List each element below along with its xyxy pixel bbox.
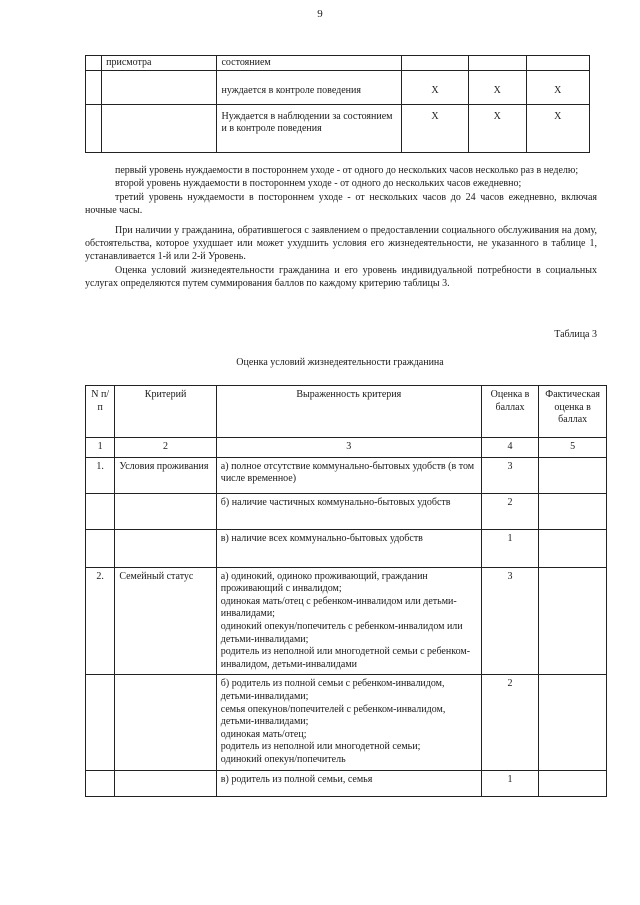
table-row [86, 105, 590, 153]
expression-line: одинокая мать/отец; [220, 728, 307, 740]
expression-line: семья опекунов/попечителей с ребенком-инвалидом, детьми-инвалидами; [220, 703, 446, 728]
table-cell: X [468, 105, 526, 153]
expression-line: в) родитель из полной семьи, семья [220, 773, 373, 785]
criterion-cell [115, 529, 216, 567]
column-header: Оценка в баллах [481, 386, 539, 438]
score-cell: 1 [481, 529, 539, 567]
table-cell: X [401, 105, 468, 153]
table-row [86, 529, 607, 567]
table-cell: нуждается в контроле поведения [217, 71, 402, 105]
table-cell [401, 56, 468, 71]
table-cell: состоянием [217, 56, 402, 71]
table-cell [468, 56, 526, 71]
body-text [85, 164, 597, 291]
expression-cell [216, 567, 481, 675]
column-number: 5 [539, 438, 607, 458]
actual-score-cell [539, 457, 607, 493]
column-number: 3 [216, 438, 481, 458]
column-number: 2 [115, 438, 216, 458]
column-number: 1 [86, 438, 115, 458]
row-number [86, 529, 115, 567]
criterion-cell: Условия проживания [115, 457, 216, 493]
table-row [86, 675, 607, 770]
expression-line: родитель из неполной или многодетной семьи; [220, 741, 421, 753]
table-row [86, 457, 607, 493]
score-cell: 2 [481, 493, 539, 529]
row-number [86, 493, 115, 529]
row-number [86, 675, 115, 770]
row-number: 2. [86, 567, 115, 675]
table-row [86, 567, 607, 675]
paragraph: При наличии у гражданина, обратившегося с заявлением о предоставлении социального обслуживания на дому, обстоятельства, которое ухудшает или может ухудшить условия его жизнедеятельности, не указанного в таблице 1, устанавливается 1-й или 2-й Уровень. [85, 224, 597, 263]
criterion-cell: Семейный статус [115, 567, 216, 675]
expression-line: одинокий опекун/попечитель с ребенком-инвалидом или детьми-инвалидами; [220, 620, 463, 645]
criterion-cell [115, 675, 216, 770]
actual-score-cell [539, 770, 607, 796]
criterion-cell [115, 770, 216, 796]
column-number-row [86, 438, 607, 458]
expression-cell: в) наличие всех коммунально-бытовых удобств [216, 529, 481, 567]
continuation-table [85, 55, 590, 153]
score-cell: 3 [481, 457, 539, 493]
score-cell: 1 [481, 770, 539, 796]
actual-score-cell [539, 529, 607, 567]
column-header: Выраженность критерия [216, 386, 481, 438]
actual-score-cell [539, 567, 607, 675]
table-row [86, 56, 590, 71]
table-cell: X [401, 71, 468, 105]
expression-cell: б) наличие частичных коммунально-бытовых удобств [216, 493, 481, 529]
column-number: 4 [481, 438, 539, 458]
table-cell [526, 56, 589, 71]
table-cell: X [526, 71, 589, 105]
table-cell [86, 71, 102, 105]
expression-line: а) одинокий, одиноко проживающий, гражданин проживающий с инвалидом; [220, 570, 428, 595]
criterion-cell [115, 493, 216, 529]
expression-line: одинокий опекун/попечитель [220, 753, 346, 765]
table-row [86, 493, 607, 529]
table-cell [86, 105, 102, 153]
expression-line: одинокая мать/отец с ребенком-инвалидом или детьми-инвалидами; [220, 595, 457, 620]
actual-score-cell [539, 675, 607, 770]
paragraph: третий уровень нуждаемости в постороннем уходе - от нескольких часов до 24 часов ежедневно, включая ночные часы. [85, 191, 597, 217]
table-cell: Нуждается в наблюдении за состоянием и в контроле поведения [217, 105, 402, 153]
table-cell: X [526, 105, 589, 153]
expression-line: родитель из неполной или многодетной семьи с ребенком-инвалидом, детьми-инвалидами [220, 646, 471, 670]
page-number: 9 [317, 8, 323, 20]
score-cell: 3 [481, 567, 539, 675]
table-row [86, 71, 590, 105]
assessment-table [85, 385, 607, 797]
row-number: 1. [86, 457, 115, 493]
paragraph: первый уровень нуждаемости в постороннем уходе - от одного до нескольких часов несколько раз в неделю; [115, 165, 579, 176]
table-label: Таблица 3 [554, 329, 597, 340]
column-header: Фактическая оценка в баллах [539, 386, 607, 438]
table-cell [102, 105, 217, 153]
score-cell: 2 [481, 675, 539, 770]
paragraph: второй уровень нуждаемости в постороннем уходе - от одного до нескольких часов ежедневно; [115, 178, 522, 190]
table-cell [86, 56, 102, 71]
header-row [86, 386, 607, 438]
actual-score-cell [539, 493, 607, 529]
column-header: Критерий [115, 386, 216, 438]
table-title: Оценка условий жизнедеятельности гражданина [236, 357, 444, 368]
column-header: N п/п [86, 386, 115, 438]
table-cell: X [468, 71, 526, 105]
table-cell: присмотра [102, 56, 217, 71]
expression-cell [216, 675, 481, 770]
table-row [86, 770, 607, 796]
table-cell [102, 71, 217, 105]
expression-cell [216, 770, 481, 796]
paragraph: Оценка условий жизнедеятельности гражданина и его уровень индивидуальной потребности в социальных услугах определяются путем суммирования баллов по каждому критерию таблицы 3. [85, 264, 597, 290]
row-number [86, 770, 115, 796]
expression-cell: а) полное отсутствие коммунально-бытовых удобств (в том числе временное) [216, 457, 481, 493]
expression-line: б) родитель из полной семьи с ребенком-инвалидом, детьми-инвалидами; [220, 678, 445, 702]
